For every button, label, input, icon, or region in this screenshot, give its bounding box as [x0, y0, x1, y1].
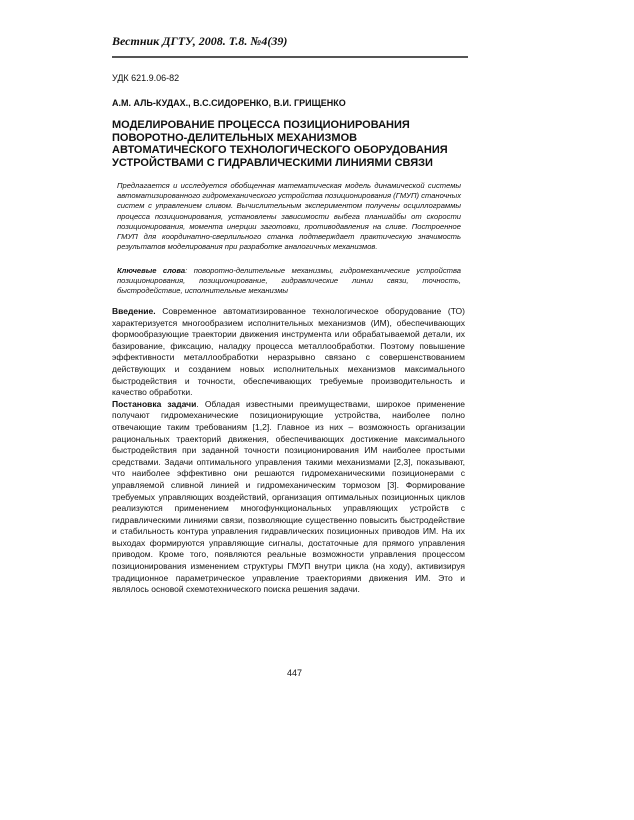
intro-paragraph — [112, 306, 465, 399]
title-line: ПОВОРОТНО-ДЕЛИТЕЛЬНЫХ МЕХАНИЗМОВ — [112, 131, 358, 144]
intro-heading: Введение. — [112, 306, 156, 316]
udk-code: УДК 621.9.06-82 — [112, 73, 180, 83]
page-number: 447 — [287, 668, 303, 678]
title-line: АВТОМАТИЧЕСКОГО ТЕХНОЛОГИЧЕСКОГО ОБОРУДОВАНИЯ — [112, 144, 448, 156]
paper-title — [112, 119, 512, 169]
title-line: УСТРОЙСТВАМИ С ГИДРАВЛИЧЕСКИМИ ЛИНИЯМИ СВЯЗИ — [112, 156, 433, 169]
journal-header: Вестник ДГТУ, 2008. Т.8. №4(39) — [112, 34, 288, 48]
problem-paragraph — [112, 399, 465, 596]
keywords-block — [117, 266, 461, 297]
keywords-text: : поворотно-делительные механизмы, гидромеханические устройства позиционирования, позиционирование, гидравлические линии связи, точность, быстродействие, исполнительные механизмы — [117, 266, 462, 296]
authors-line: А.М. АЛЬ-КУДАХ., В.С.СИДОРЕНКО, В.И. ГРИЩЕНКО — [112, 98, 346, 108]
title-line: МОДЕЛИРОВАНИЕ ПРОЦЕССА ПОЗИЦИОНИРОВАНИЯ — [112, 119, 410, 131]
body-text — [112, 306, 465, 596]
intro-text: Современное автоматизированное технологическое оборудование (ТО) характеризуется многообразием исполнительных механизмов (ИМ), обеспечивающих формообразующие траектории движения инструмента или обрабатываемой детали, их базирование, фиксацию, наладку процесса металлообработки. Поэтому повышение эффективности металлообработки неразрывно связано с совершенствованием действующих и созданием новых исполнительных механизмов максимального быстродействия и точности, обеспечивающих требуемые производительность и качество обработки. — [112, 306, 465, 398]
abstract: Предлагается и исследуется обобщенная математическая модель динамической системы автоматизированного гидромеханического устройства позиционирования (ГМУП) станочных систем с управлением сливом. Вычислительным экспериментом получены осциллограммы процесса позиционирования, установлены зависимости выбега планшайбы от скорости позиционирования, момента инерции заготовки, противодавления на сливе. Построенное ГМУП для координатно-сверлильного станка подтверждает практическую значимость результатов моделирования при разработке аналогичных механизмов. — [117, 181, 461, 252]
keywords-label: Ключевые слова — [117, 266, 186, 275]
problem-text: . Обладая известными преимуществами, широкое применение получают гидромеханические позиционирующие устройства, наиболее полно отвечающие таким требованиям [1,2]. Главное из них – возможность организации рациональных траекторий движения, обеспечивающих достижение максимального быстродействия при заданной точности позиционирования ИМ наиболее простыми средствами. Задачи оптимального управления такими механизмами [2,3], показывают, что наиболее эффективно они решаются гидромеханическими позиционерами с управляемой сливной линией и гидромеханическим тормозом [3]. Формирование требуемых управляющих воздействий, организация оптимальных позиционных циклов реализуются применением многофункциональных управляющих устройств с гидравлическими линиями связи, позволяющие существенно повысить быстродействие и стабильность контура управления гидравлических позиционных приводов ИМ. На их выходах формируются управляющие сигналы, достаточные для прямого управления приводом. Кроме того, появляются реальные возможности управления процессом позиционирования изменением структуры ГМУП внутри цикла (на ходу), активизируя традиционное параметрическое управление траекториями движения ИМ. Это и являлось основой схемотехнического поиска решения задачи. — [112, 398, 465, 595]
problem-heading: Постановка задачи — [112, 398, 197, 409]
header-rule — [112, 56, 468, 58]
